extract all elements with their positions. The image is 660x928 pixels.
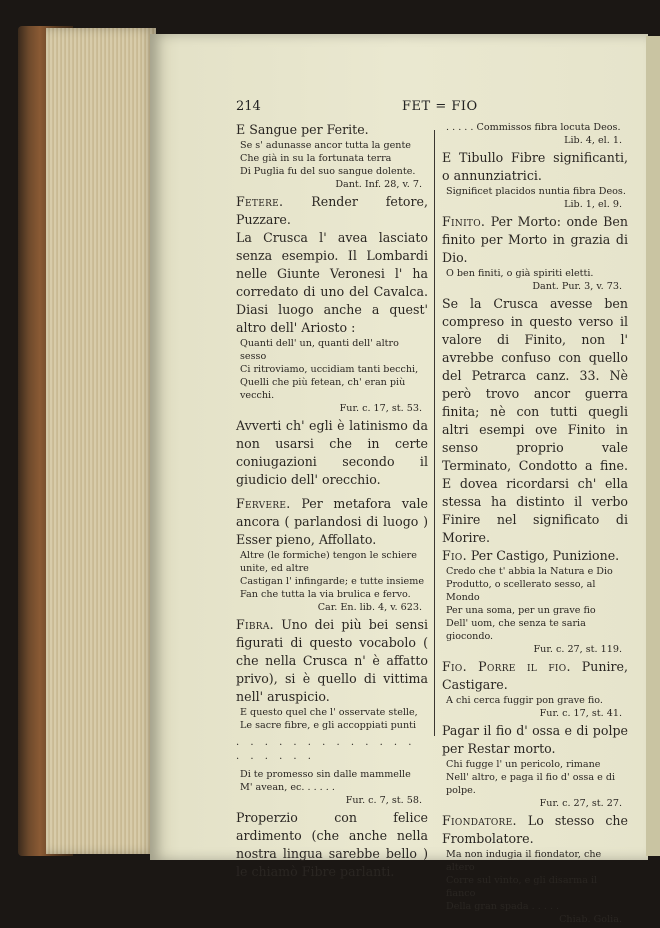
citation: Fur. c. 7, st. 58.	[345, 795, 422, 806]
entry-text: Lo stesso che Frombolatore.	[442, 813, 628, 846]
verse-line: Le sacre fibre, e gli accoppiati punti	[240, 720, 417, 731]
verse-line: Altre (le formiche) tengon le schiere unite, ed altre	[240, 550, 417, 574]
page-number: 214	[236, 99, 261, 114]
verse-line: Per una soma, per un grave fio	[446, 605, 596, 616]
verse-line: Ma non indugia il fiondator, che altero	[446, 849, 602, 873]
verse-line: Di te promesso sin dalle mammelle	[240, 769, 411, 780]
verse-line: Quelli che più fetean, ch' eran più vecchi.	[240, 377, 406, 401]
verse-line: Della gran spada . . . . .	[446, 901, 560, 912]
paragraph: Properzio con felice ardimento (che anche nella nostra lingua sarebbe bello ) le chiamò Fibre parlanti.	[236, 810, 428, 879]
citation: Lib. 1, el. 9.	[564, 199, 622, 210]
verse-line: Che già in su la fortunata terra	[240, 153, 392, 164]
verse-line: O ben finiti, o già spiriti eletti.	[446, 268, 594, 279]
entry-text: Per metafora vale ancora ( parlandosi di luogo ) Esser pieno, Affollato.	[236, 496, 428, 547]
column-divider	[434, 130, 435, 736]
entry-text: Uno dei più bei sensi figurati di questo vocabolo ( che nella Crusca n' è affatto privo), si è quello di vittima nell' aruspicio.	[236, 617, 428, 704]
entry-headword: Fetere.	[236, 194, 284, 209]
verse-line: Significet placidos nuntia fibra Deos.	[446, 186, 626, 197]
entry-headword: Fibra.	[236, 617, 274, 632]
entry-porre-il-fio	[442, 658, 628, 694]
entry-finito	[442, 213, 628, 267]
citation: Fur. c. 17, st. 41.	[539, 708, 622, 719]
entry-headword: Fio. Porre il fio.	[442, 659, 571, 674]
citation: Lib. 4, el. 1.	[564, 135, 622, 146]
left-column	[236, 121, 428, 881]
verse-line: Nell' altro, e paga il fio d' ossa e di polpe.	[446, 772, 616, 796]
entry-headword: Fervere.	[236, 496, 291, 511]
entry-definition: Render fetore, Puzzare.	[236, 194, 428, 227]
verse-line: . . . . . Commissos fibra locuta Deos.	[446, 122, 621, 133]
entry-headword: Finito.	[442, 214, 486, 229]
verse-line: Ci ritroviamo, uccidiam tanti becchi,	[240, 364, 419, 375]
entry-fervere	[236, 495, 428, 549]
verse-line: Chi fugge l' un pericolo, rimane	[446, 759, 601, 770]
entry-fetere	[236, 193, 428, 229]
paragraph: Avverti ch' egli è latinismo da non usarsi che in certe coniugazioni secondo il giudicio dell' orecchio.	[236, 418, 428, 487]
verse-line: Credo che t' abbia la Natura e Dio	[446, 566, 613, 577]
entry-fio	[442, 547, 628, 565]
verse-line: Di Puglia fu del suo sangue dolente.	[240, 166, 416, 177]
verse-line: A chi cerca fuggir pon grave fio.	[446, 695, 603, 706]
citation: Chiab. Goliа.	[559, 914, 622, 925]
entry-text: Punire, Castigare.	[442, 659, 628, 692]
paragraph: Se la Crusca avesse ben compreso in questo verso il valore di Finito, non l' avrebbe confuso con quello del Petrarca canz. 33. Nè però trovo ancor guerra finita; nè con tutti quegli altri esempi ove Finito in senso proprio vale Terminato, Condotto a fine. E dovea ricordarsi ch' ella stessa ha distinto il verbo Finire nel significato di Morire.	[442, 296, 628, 545]
citation: Dant. Pur. 3, v. 73.	[532, 281, 622, 292]
verse-line: Produtto, o scellerato sesso, al Mondo	[446, 579, 596, 603]
running-title: FET = FIO	[402, 99, 478, 114]
verse-line: Dell' uom, che senza te saria giocondo.	[446, 618, 586, 642]
verse-line: M' avean, ec. . . . . .	[240, 782, 335, 793]
paragraph: Pagar il fio d' ossa e di polpe per Restar morto.	[442, 723, 628, 756]
entry-fiondatore	[442, 812, 628, 848]
paragraph: E Tibullo Fibre significanti, o annunziatrici.	[442, 150, 628, 183]
entry-headword: Fio.	[442, 548, 467, 563]
citation: Dant. Inf. 28, v. 7.	[335, 179, 422, 190]
ellipsis-line: . . . . . . . . . . . . . . . . . . .	[236, 737, 416, 762]
facing-page-edge	[646, 36, 660, 856]
paragraph: La Crusca l' avea lasciato senza esempio. Il Lombardi nelle Giunte Veronesi l' ha corredato di uno del Cavalca. Diasi luogo anche a quest' altro dell' Ariosto :	[236, 230, 428, 335]
verse-line: E questo quel che l' osservate stelle,	[240, 707, 418, 718]
right-column	[442, 121, 628, 928]
citation: Car. En. lib. 4, v. 623.	[317, 602, 422, 613]
entry-text: Per Morto: onde Ben finito per Morto in grazia di Dio.	[442, 214, 628, 265]
page-edges	[46, 28, 156, 854]
citation: Fur. c. 17, st. 53.	[339, 403, 422, 414]
entry-fibra	[236, 616, 428, 706]
text-line: E Sangue per Ferite.	[236, 122, 369, 137]
verse-line: Se s' adunasse ancor tutta la gente	[240, 140, 411, 151]
verse-line: Fan che tutta la via brulica e fervo.	[240, 589, 411, 600]
citation: Fur. c. 27, st. 119.	[533, 644, 622, 655]
verse-line: Castigan l' infingarde; e tutte insieme	[240, 576, 425, 587]
entry-headword: Fiondatore.	[442, 813, 517, 828]
citation: Fur. c. 27, st. 27.	[539, 798, 622, 809]
entry-text: Per Castigo, Punizione.	[470, 548, 620, 563]
verse-line: Quanti dell' un, quanti dell' altro sesso	[240, 338, 399, 362]
verse-line: Corre sul vinto, e gli disarma il fianco	[446, 875, 598, 899]
